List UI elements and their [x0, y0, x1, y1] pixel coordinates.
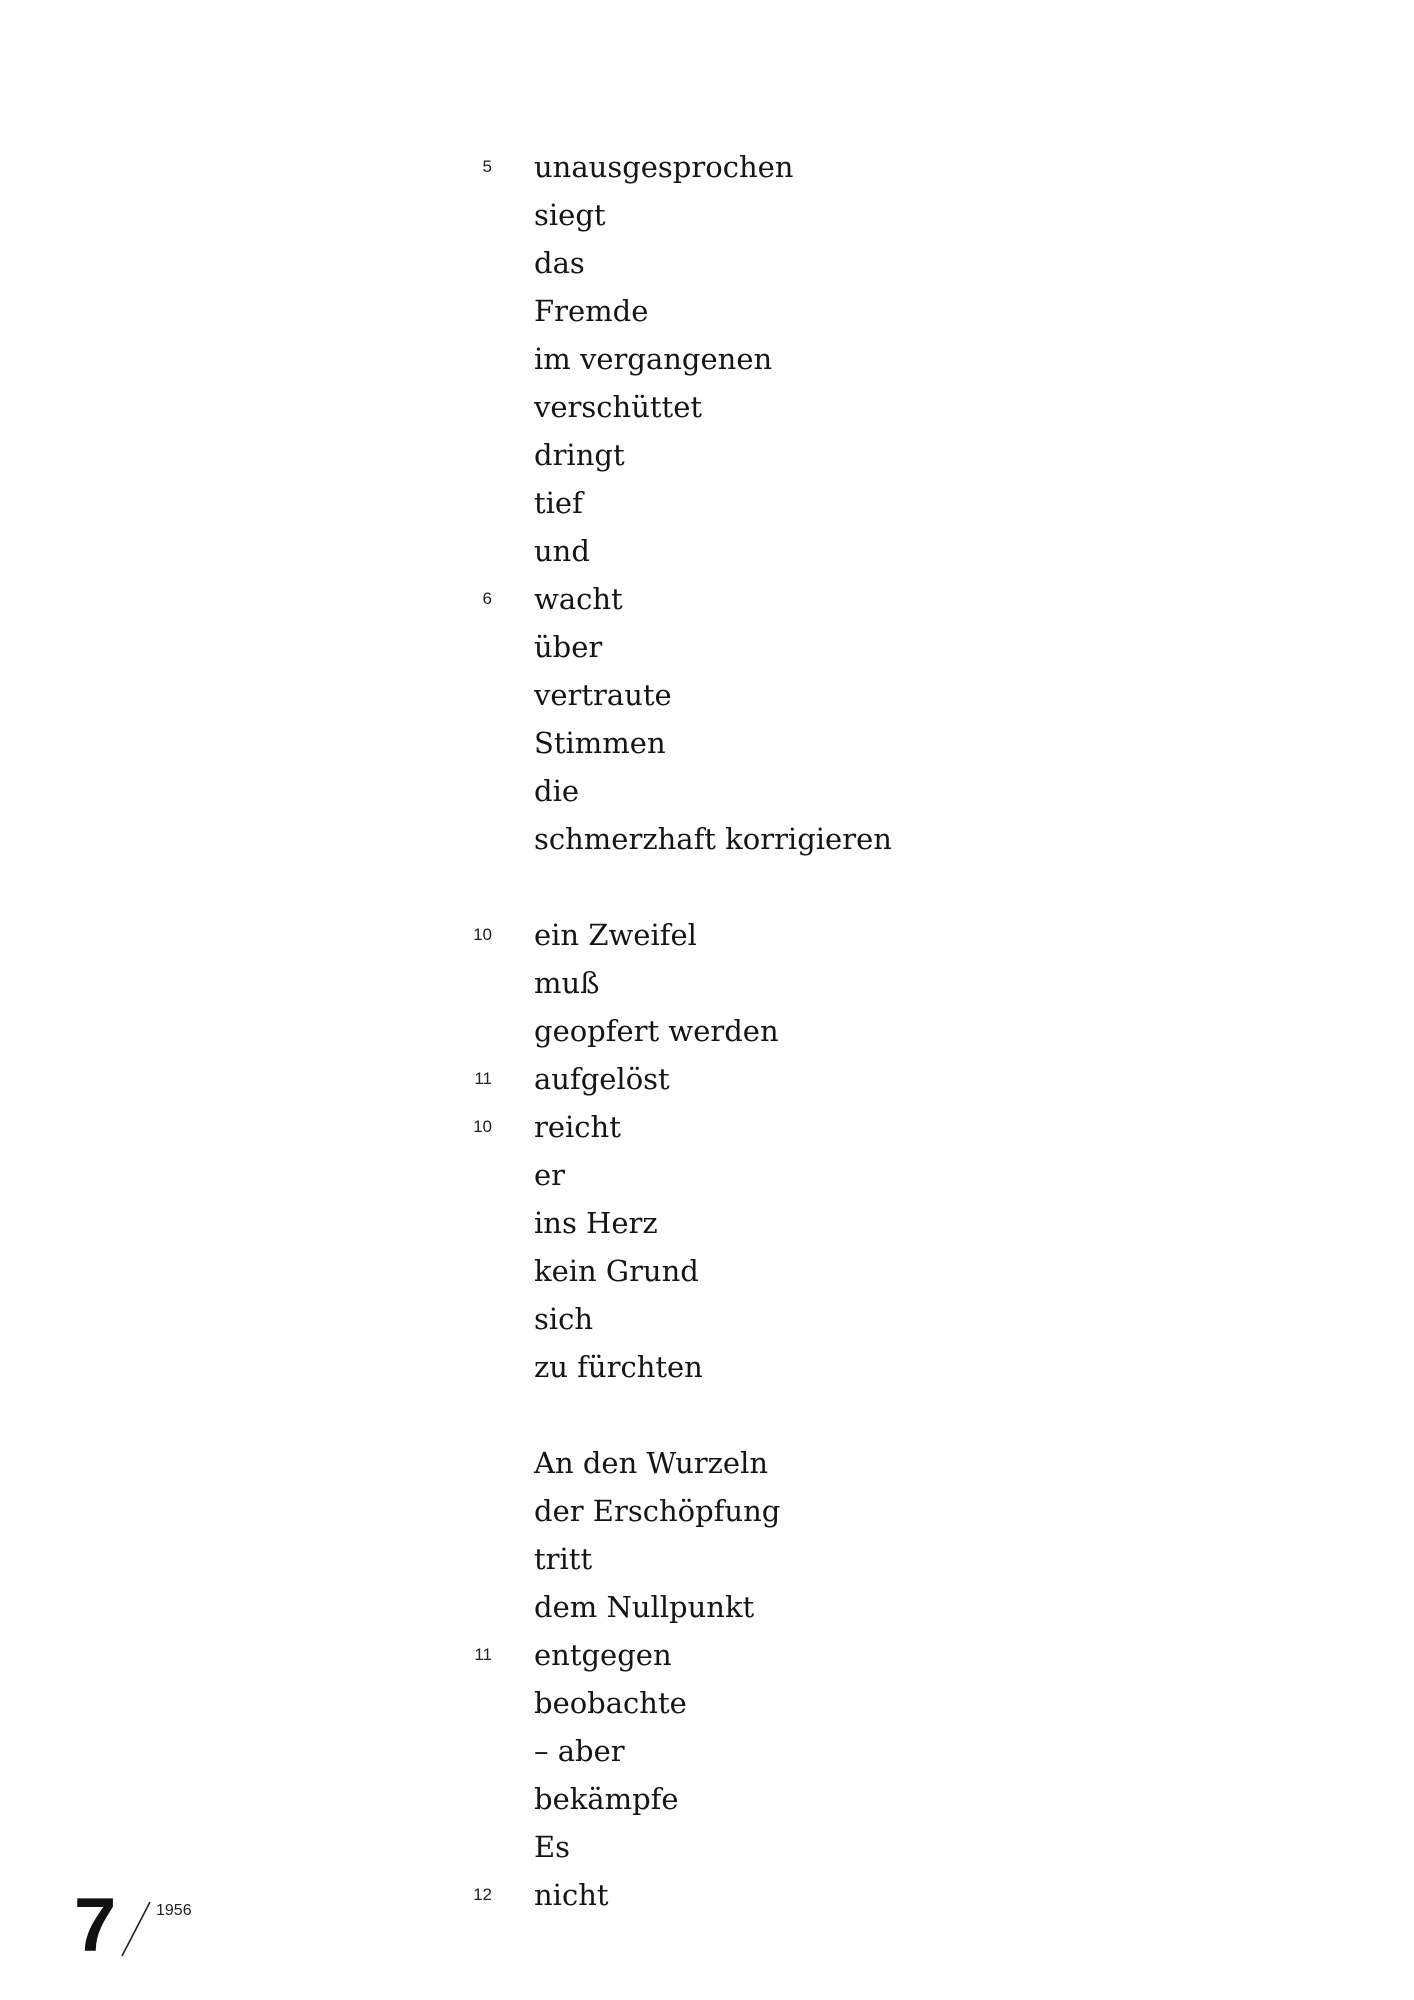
line-text: über: [534, 630, 603, 664]
poem-line: [0, 527, 1414, 575]
line-text: vertraute: [534, 678, 672, 712]
poem-line: [0, 1535, 1414, 1583]
poem-line: [0, 1007, 1414, 1055]
poem-line: [0, 1823, 1414, 1871]
poem-line: [0, 1871, 1414, 1919]
poem-line: [0, 1727, 1414, 1775]
poem-line: [0, 1583, 1414, 1631]
line-text: reicht: [534, 1110, 621, 1144]
line-marker: 10: [473, 1117, 492, 1136]
poem-line: [0, 911, 1414, 959]
slash-divider: [118, 1900, 154, 1958]
poem-line: [0, 1439, 1414, 1487]
poem-line: [0, 479, 1414, 527]
line-text: Fremde: [534, 294, 649, 328]
poem-line: [0, 719, 1414, 767]
line-text: zu fürchten: [534, 1350, 703, 1384]
line-text: muß: [534, 966, 600, 1000]
poem-line: [0, 143, 1414, 191]
poem-line: [0, 383, 1414, 431]
stanza: [0, 143, 1414, 863]
line-text: beobachte: [534, 1686, 687, 1720]
line-text: An den Wurzeln: [534, 1446, 769, 1480]
poem-line: [0, 671, 1414, 719]
poem-line: [0, 959, 1414, 1007]
line-text: entgegen: [534, 1638, 672, 1672]
line-marker: 12: [473, 1885, 492, 1904]
poem-line: [0, 191, 1414, 239]
line-text: sich: [534, 1302, 594, 1336]
poem-line: [0, 1295, 1414, 1343]
poem-line: [0, 1343, 1414, 1391]
line-text: die: [534, 774, 580, 808]
line-text: wacht: [534, 582, 623, 616]
poem-line: [0, 1775, 1414, 1823]
poem-line: [0, 287, 1414, 335]
line-text: unausgesprochen: [534, 150, 794, 184]
year-label: 1956: [156, 1902, 192, 1919]
poem-line: [0, 239, 1414, 287]
line-text: kein Grund: [534, 1254, 699, 1288]
line-text: dem Nullpunkt: [534, 1590, 755, 1624]
poem-line: [0, 1631, 1414, 1679]
line-text: ein Zweifel: [534, 918, 697, 952]
poem-line: [0, 431, 1414, 479]
line-marker: 5: [482, 157, 492, 176]
poem-line: [0, 1679, 1414, 1727]
poem-line: [0, 815, 1414, 863]
poem-line: [0, 623, 1414, 671]
poem-line: [0, 1247, 1414, 1295]
poem-line: [0, 335, 1414, 383]
line-text: verschüttet: [534, 390, 703, 424]
poem-line: [0, 1055, 1414, 1103]
poem-line: [0, 1103, 1414, 1151]
line-text: aufgelöst: [534, 1062, 670, 1096]
line-text: Es: [534, 1830, 571, 1864]
page-number: 7: [74, 1883, 117, 1968]
line-text: bekämpfe: [534, 1782, 679, 1816]
line-text: der Erschöpfung: [534, 1494, 781, 1528]
poem-line: [0, 575, 1414, 623]
line-text: dringt: [534, 438, 625, 472]
line-text: – aber: [534, 1734, 625, 1768]
poem-line: [0, 1199, 1414, 1247]
stanza: [0, 1439, 1414, 1919]
line-marker: 10: [473, 925, 492, 944]
line-text: ins Herz: [534, 1206, 658, 1240]
line-marker: 11: [474, 1645, 492, 1664]
line-text: tief: [534, 486, 583, 520]
line-marker: 6: [482, 589, 492, 608]
line-text: siegt: [534, 198, 606, 232]
line-text: er: [534, 1158, 566, 1192]
poem-line: [0, 767, 1414, 815]
line-text: das: [534, 246, 585, 280]
poem-body: [0, 143, 1414, 1967]
line-text: im vergangenen: [534, 342, 773, 376]
line-text: Stimmen: [534, 726, 666, 760]
line-text: geopfert werden: [534, 1014, 779, 1048]
line-text: tritt: [534, 1542, 593, 1576]
poem-line: [0, 1487, 1414, 1535]
line-marker: 11: [474, 1069, 492, 1088]
stanza: [0, 911, 1414, 1391]
line-text: und: [534, 534, 590, 568]
line-text: nicht: [534, 1878, 609, 1912]
line-text: schmerzhaft korrigieren: [534, 822, 892, 856]
poem-line: [0, 1151, 1414, 1199]
